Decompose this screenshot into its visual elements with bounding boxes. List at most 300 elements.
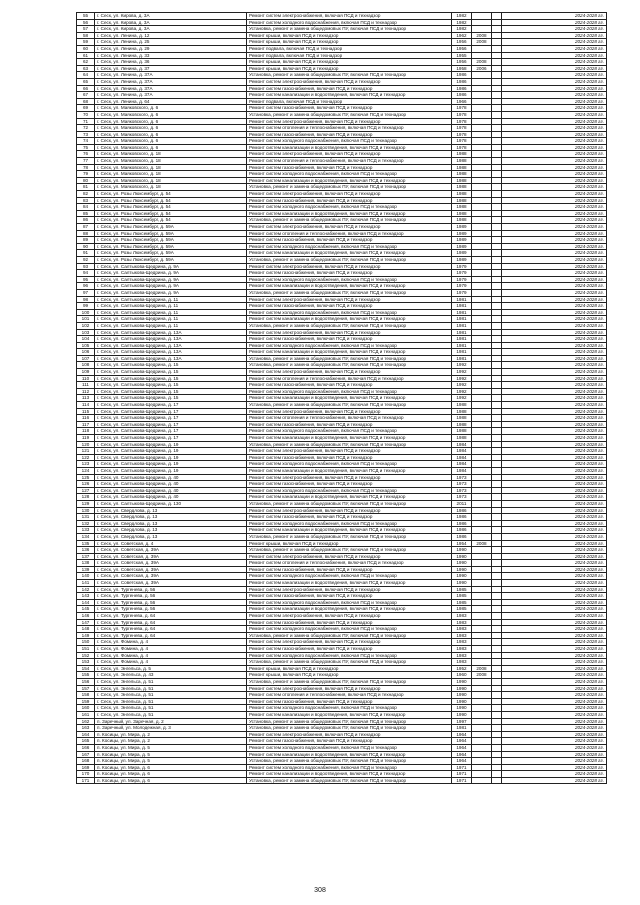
address-cell: г. Сеск, ул. Маяковского, д. 18 bbox=[95, 184, 247, 191]
commission-year-cell: 1985 bbox=[452, 606, 472, 613]
empty-cell bbox=[492, 250, 502, 257]
work-type-cell: Установка, ремонт и замена общедомовых ПУ, включая ПСД и технадзор bbox=[247, 184, 452, 191]
table-row bbox=[77, 613, 607, 620]
table-row bbox=[77, 85, 607, 92]
last-repair-year-cell bbox=[472, 243, 492, 250]
last-repair-year-cell bbox=[472, 758, 492, 765]
row-number: 113 bbox=[77, 395, 95, 402]
last-repair-year-cell bbox=[472, 705, 492, 712]
planned-period-cell: 2024-2028 гг. bbox=[502, 329, 607, 336]
address-cell: г. Сеск, ул. Тургенева, д. 64 bbox=[95, 626, 247, 633]
work-type-cell: Ремонт систем канализации и водоотведения, включая ПСД и технадзор bbox=[247, 527, 452, 534]
table-row bbox=[77, 369, 607, 376]
table-row bbox=[77, 533, 607, 540]
empty-cell bbox=[492, 26, 502, 33]
address-cell: г. Сеск, ул. Ленина, д. 37А bbox=[95, 85, 247, 92]
last-repair-year-cell bbox=[472, 619, 492, 626]
planned-period-cell: 2024-2028 гг. bbox=[502, 520, 607, 527]
table-row bbox=[77, 646, 607, 653]
empty-cell bbox=[492, 177, 502, 184]
table-row bbox=[77, 289, 607, 296]
last-repair-year-cell bbox=[472, 388, 492, 395]
work-type-cell: Ремонт систем отопления и теплоснабжения, включая ПСД и технадзор bbox=[247, 230, 452, 237]
work-type-cell: Ремонт систем канализации и водоотведения, включая ПСД и технадзор bbox=[247, 711, 452, 718]
planned-period-cell: 2024-2028 гг. bbox=[502, 369, 607, 376]
row-number: 105 bbox=[77, 342, 95, 349]
commission-year-cell: 1981 bbox=[452, 316, 472, 323]
table-row bbox=[77, 474, 607, 481]
planned-period-cell: 2024-2028 гг. bbox=[502, 309, 607, 316]
empty-cell bbox=[492, 210, 502, 217]
empty-cell bbox=[492, 474, 502, 481]
address-cell: г. Сеск, ул. Розы Люксембург, д. 59А bbox=[95, 237, 247, 244]
table-row bbox=[77, 553, 607, 560]
commission-year-cell: 1979 bbox=[452, 270, 472, 277]
empty-cell bbox=[492, 428, 502, 435]
row-number: 126 bbox=[77, 481, 95, 488]
table-row bbox=[77, 441, 607, 448]
last-repair-year-cell bbox=[472, 230, 492, 237]
planned-period-cell: 2024-2028 гг. bbox=[502, 461, 607, 468]
address-cell: г. Сеск, ул. Салтыкова-Щедрина, д. 19 bbox=[95, 461, 247, 468]
address-cell: г. Сеск, ул. Кирова, д. 3А bbox=[95, 26, 247, 33]
address-cell: п. Заречный, ул. Заречная, д. 2 bbox=[95, 718, 247, 725]
commission-year-cell: 1956 bbox=[452, 39, 472, 46]
address-cell: п. Косицы, ул. Мира, д. 2 bbox=[95, 731, 247, 738]
work-type-cell: Ремонт систем электроснабжения, включая ПСД и технадзор bbox=[247, 685, 452, 692]
work-type-cell: Ремонт систем газоснабжения, включая ПСД и технадзор bbox=[247, 105, 452, 112]
commission-year-cell: 1989 bbox=[452, 224, 472, 231]
table-body bbox=[77, 13, 607, 784]
address-cell: г. Сеск, ул. Салтыкова-Щедрина, д. 13А bbox=[95, 329, 247, 336]
work-type-cell: Ремонт систем газоснабжения, включая ПСД и технадзор bbox=[247, 336, 452, 343]
last-repair-year-cell bbox=[472, 527, 492, 534]
last-repair-year-cell bbox=[472, 698, 492, 705]
planned-period-cell: 2024-2028 гг. bbox=[502, 540, 607, 547]
planned-period-cell: 2024-2028 гг. bbox=[502, 171, 607, 178]
row-number: 55 bbox=[77, 13, 95, 20]
work-type-cell: Ремонт систем канализации и водоотведения, включая ПСД и технадзор bbox=[247, 283, 452, 290]
commission-year-cell: 1988 bbox=[452, 210, 472, 217]
commission-year-cell: 1978 bbox=[452, 111, 472, 118]
commission-year-cell: 1988 bbox=[452, 408, 472, 415]
work-type-cell: Ремонт систем канализации и водоотведения, включая ПСД и технадзор bbox=[247, 250, 452, 257]
work-type-cell: Ремонт систем холодного водоснабжения, включая ПСД и технадзор bbox=[247, 204, 452, 211]
address-cell: г. Сеск, ул. Салтыкова-Щедрина, д. 11 bbox=[95, 316, 247, 323]
commission-year-cell: 1979 bbox=[452, 276, 472, 283]
table-row bbox=[77, 158, 607, 165]
last-repair-year-cell bbox=[472, 402, 492, 409]
commission-year-cell: 1964 bbox=[452, 738, 472, 745]
table-row bbox=[77, 751, 607, 758]
table-row bbox=[77, 92, 607, 99]
address-cell: г. Сеск, ул. Маяковского, д. 6 bbox=[95, 111, 247, 118]
planned-period-cell: 2024-2028 гг. bbox=[502, 243, 607, 250]
address-cell: г. Сеск, ул. Советская, д. 39А bbox=[95, 560, 247, 567]
address-cell: г. Сеск, ул. Свердлова, д. 13 bbox=[95, 514, 247, 521]
last-repair-year-cell bbox=[472, 85, 492, 92]
table-row bbox=[77, 164, 607, 171]
row-number: 71 bbox=[77, 118, 95, 125]
table-row bbox=[77, 514, 607, 521]
commission-year-cell: 1978 bbox=[452, 118, 472, 125]
last-repair-year-cell bbox=[472, 309, 492, 316]
work-type-cell: Ремонт подвала, включая ПСД и технадзор bbox=[247, 98, 452, 105]
commission-year-cell: 1984 bbox=[452, 461, 472, 468]
last-repair-year-cell bbox=[472, 613, 492, 620]
work-type-cell: Ремонт систем газоснабжения, включая ПСД и технадзор bbox=[247, 698, 452, 705]
table-row bbox=[77, 151, 607, 158]
empty-cell bbox=[492, 646, 502, 653]
table-row bbox=[77, 415, 607, 422]
empty-cell bbox=[492, 131, 502, 138]
table-row bbox=[77, 349, 607, 356]
empty-cell bbox=[492, 52, 502, 59]
last-repair-year-cell bbox=[472, 52, 492, 59]
address-cell: г. Сеск, ул. Салтыкова-Щедрина, д. 9А bbox=[95, 289, 247, 296]
planned-period-cell: 2024-2028 гг. bbox=[502, 402, 607, 409]
table-row bbox=[77, 467, 607, 474]
address-cell: г. Сеск, ул. Кирова, д. 3А bbox=[95, 19, 247, 26]
work-type-cell: Ремонт систем холодного водоснабжения, включая ПСД и технадзор bbox=[247, 652, 452, 659]
last-repair-year-cell bbox=[472, 494, 492, 501]
address-cell: г. Сеск, ул. Кирова, д. 3А bbox=[95, 13, 247, 20]
table-row bbox=[77, 65, 607, 72]
work-type-cell: Установка, ремонт и замена общедомовых ПУ, включая ПСД и технадзор bbox=[247, 217, 452, 224]
table-row bbox=[77, 52, 607, 59]
planned-period-cell: 2024-2028 гг. bbox=[502, 263, 607, 270]
empty-cell bbox=[492, 494, 502, 501]
work-type-cell: Ремонт систем газоснабжения, включая ПСД и технадзор bbox=[247, 646, 452, 653]
last-repair-year-cell bbox=[472, 461, 492, 468]
work-type-cell: Ремонт систем холодного водоснабжения, включая ПСД и технадзор bbox=[247, 626, 452, 633]
work-type-cell: Ремонт крыши, включая ПСД и технадзор bbox=[247, 39, 452, 46]
table-row bbox=[77, 39, 607, 46]
commission-year-cell: 1988 bbox=[452, 197, 472, 204]
address-cell: г. Сеск, ул. Ленина, д. 12 bbox=[95, 32, 247, 39]
row-number: 168 bbox=[77, 758, 95, 765]
table-row bbox=[77, 243, 607, 250]
empty-cell bbox=[492, 573, 502, 580]
address-cell: г. Сеск, ул. Салтыкова-Щедрина, д. 9А bbox=[95, 263, 247, 270]
work-type-cell: Ремонт систем канализации и водоотведения, включая ПСД и технадзор bbox=[247, 467, 452, 474]
commission-year-cell: 1984 bbox=[452, 467, 472, 474]
empty-cell bbox=[492, 230, 502, 237]
commission-year-cell: 1988 bbox=[452, 204, 472, 211]
empty-cell bbox=[492, 619, 502, 626]
table-row bbox=[77, 263, 607, 270]
table-row bbox=[77, 45, 607, 52]
row-number: 104 bbox=[77, 336, 95, 343]
row-number: 101 bbox=[77, 316, 95, 323]
table-row bbox=[77, 32, 607, 39]
row-number: 132 bbox=[77, 520, 95, 527]
address-cell: г. Сеск, ул. Розы Люксембург, д. 59А bbox=[95, 224, 247, 231]
address-cell: г. Сеск, ул. Ленина, д. 25 bbox=[95, 39, 247, 46]
planned-period-cell: 2024-2028 гг. bbox=[502, 52, 607, 59]
planned-period-cell: 2024-2028 гг. bbox=[502, 527, 607, 534]
address-cell: г. Сеск, ул. Розы Люксембург, д. 59А bbox=[95, 250, 247, 257]
commission-year-cell: 1988 bbox=[452, 191, 472, 198]
last-repair-year-cell bbox=[472, 204, 492, 211]
planned-period-cell: 2024-2028 гг. bbox=[502, 217, 607, 224]
empty-cell bbox=[492, 771, 502, 778]
last-repair-year-cell bbox=[472, 659, 492, 666]
table-row bbox=[77, 678, 607, 685]
planned-period-cell: 2024-2028 гг. bbox=[502, 230, 607, 237]
empty-cell bbox=[492, 711, 502, 718]
empty-cell bbox=[492, 59, 502, 66]
empty-cell bbox=[492, 560, 502, 567]
empty-cell bbox=[492, 65, 502, 72]
last-repair-year-cell bbox=[472, 210, 492, 217]
empty-cell bbox=[492, 158, 502, 165]
empty-cell bbox=[492, 553, 502, 560]
work-type-cell: Ремонт систем канализации и водоотведения, включая ПСД и технадзор bbox=[247, 606, 452, 613]
planned-period-cell: 2024-2028 гг. bbox=[502, 731, 607, 738]
work-type-cell: Ремонт систем холодного водоснабжения, включая ПСД и технадзор bbox=[247, 171, 452, 178]
row-number: 119 bbox=[77, 435, 95, 442]
planned-period-cell: 2024-2028 гг. bbox=[502, 606, 607, 613]
last-repair-year-cell: 2006 bbox=[472, 65, 492, 72]
address-cell: г. Сеск, ул. Ленина, д. 36 bbox=[95, 59, 247, 66]
table-row bbox=[77, 13, 607, 20]
empty-cell bbox=[492, 184, 502, 191]
planned-period-cell: 2024-2028 гг. bbox=[502, 639, 607, 646]
address-cell: г. Сеск, ул. Салтыкова-Щедрина, д. 17 bbox=[95, 408, 247, 415]
address-cell: г. Сеск, ул. Ленина, д. 37 bbox=[95, 65, 247, 72]
planned-period-cell: 2024-2028 гг. bbox=[502, 507, 607, 514]
row-number: 114 bbox=[77, 402, 95, 409]
commission-year-cell: 1986 bbox=[452, 78, 472, 85]
last-repair-year-cell bbox=[472, 474, 492, 481]
row-number: 100 bbox=[77, 309, 95, 316]
row-number: 89 bbox=[77, 237, 95, 244]
planned-period-cell: 2024-2028 гг. bbox=[502, 19, 607, 26]
row-number: 118 bbox=[77, 428, 95, 435]
row-number: 107 bbox=[77, 355, 95, 362]
table-row bbox=[77, 322, 607, 329]
work-type-cell: Ремонт крыши, включая ПСД и технадзор bbox=[247, 32, 452, 39]
planned-period-cell: 2024-2028 гг. bbox=[502, 441, 607, 448]
commission-year-cell: 1988 bbox=[452, 428, 472, 435]
last-repair-year-cell bbox=[472, 632, 492, 639]
work-type-cell: Ремонт систем газоснабжения, включая ПСД и технадзор bbox=[247, 566, 452, 573]
last-repair-year-cell bbox=[472, 599, 492, 606]
empty-cell bbox=[492, 408, 502, 415]
row-number: 112 bbox=[77, 388, 95, 395]
table-row bbox=[77, 296, 607, 303]
table-row bbox=[77, 283, 607, 290]
table-row bbox=[77, 355, 607, 362]
planned-period-cell: 2024-2028 гг. bbox=[502, 45, 607, 52]
planned-period-cell: 2024-2028 гг. bbox=[502, 118, 607, 125]
commission-year-cell: 1981 bbox=[452, 336, 472, 343]
planned-period-cell: 2024-2028 гг. bbox=[502, 758, 607, 765]
empty-cell bbox=[492, 738, 502, 745]
row-number: 80 bbox=[77, 177, 95, 184]
work-type-cell: Установка, ремонт и замена общедомовых ПУ, включая ПСД и технадзор bbox=[247, 500, 452, 507]
address-cell: г. Сеск, ул. Салтыкова-Щедрина, д. 17 bbox=[95, 435, 247, 442]
last-repair-year-cell bbox=[472, 303, 492, 310]
work-type-cell: Установка, ремонт и замена общедомовых ПУ, включая ПСД и технадзор bbox=[247, 362, 452, 369]
table-row bbox=[77, 448, 607, 455]
planned-period-cell: 2024-2028 гг. bbox=[502, 191, 607, 198]
address-cell: г. Сеск, ул. Салтыкова-Щедрина, д. 40 bbox=[95, 487, 247, 494]
commission-year-cell: 1956 bbox=[452, 45, 472, 52]
empty-cell bbox=[492, 243, 502, 250]
work-type-cell: Ремонт систем холодного водоснабжения, включая ПСД и технадзор bbox=[247, 342, 452, 349]
planned-period-cell: 2024-2028 гг. bbox=[502, 744, 607, 751]
last-repair-year-cell: 2008 bbox=[472, 665, 492, 672]
work-type-cell: Ремонт систем электроснабжения, включая ПСД и технадзор bbox=[247, 263, 452, 270]
empty-cell bbox=[492, 481, 502, 488]
table-row bbox=[77, 725, 607, 732]
work-type-cell: Ремонт систем холодного водоснабжения, включая ПСД и технадзор bbox=[247, 744, 452, 751]
work-type-cell: Ремонт систем газоснабжения, включая ПСД и технадзор bbox=[247, 197, 452, 204]
address-cell: г. Сеск, ул. Салтыкова-Щедрина, д. 17 bbox=[95, 421, 247, 428]
table-row bbox=[77, 197, 607, 204]
empty-cell bbox=[492, 39, 502, 46]
address-cell: г. Сеск, ул. Розы Люксембург, д. 54 bbox=[95, 191, 247, 198]
table-row bbox=[77, 395, 607, 402]
row-number: 82 bbox=[77, 191, 95, 198]
row-number: 124 bbox=[77, 467, 95, 474]
empty-cell bbox=[492, 461, 502, 468]
row-number: 79 bbox=[77, 171, 95, 178]
work-type-cell: Ремонт систем электроснабжения, включая ПСД и технадзор bbox=[247, 731, 452, 738]
row-number: 68 bbox=[77, 98, 95, 105]
empty-cell bbox=[492, 751, 502, 758]
row-number: 158 bbox=[77, 692, 95, 699]
address-cell: г. Сеск, ул. Фомина, д. 4 bbox=[95, 659, 247, 666]
empty-cell bbox=[492, 329, 502, 336]
table-row bbox=[77, 329, 607, 336]
last-repair-year-cell: 2008 bbox=[472, 540, 492, 547]
address-cell: г. Сеск, ул. Фомина, д. 4 bbox=[95, 639, 247, 646]
work-type-cell: Ремонт систем электроснабжения, включая ПСД и технадзор bbox=[247, 329, 452, 336]
row-number: 98 bbox=[77, 296, 95, 303]
address-cell: г. Сеск, ул. Тургенева, д. 64 bbox=[95, 632, 247, 639]
last-repair-year-cell bbox=[472, 725, 492, 732]
commission-year-cell: 1988 bbox=[452, 421, 472, 428]
address-cell: г. Сеск, ул. Советская, д. 39А bbox=[95, 553, 247, 560]
row-number: 125 bbox=[77, 474, 95, 481]
address-cell: г. Сеск, ул. Салтыкова-Щедрина, д. 13А bbox=[95, 355, 247, 362]
work-type-cell: Ремонт систем газоснабжения, включая ПСД и технадзор bbox=[247, 738, 452, 745]
row-number: 147 bbox=[77, 619, 95, 626]
planned-period-cell: 2024-2028 гг. bbox=[502, 26, 607, 33]
address-cell: г. Сеск, ул. Салтыкова-Щедрина, д. 130 bbox=[95, 500, 247, 507]
commission-year-cell: 1984 bbox=[452, 441, 472, 448]
empty-cell bbox=[492, 718, 502, 725]
empty-cell bbox=[492, 125, 502, 132]
planned-period-cell: 2024-2028 гг. bbox=[502, 322, 607, 329]
work-type-cell: Ремонт систем канализации и водоотведения, включая ПСД и технадзор bbox=[247, 751, 452, 758]
table-row bbox=[77, 118, 607, 125]
last-repair-year-cell bbox=[472, 626, 492, 633]
table-row bbox=[77, 388, 607, 395]
address-cell: г. Сеск, ул. Маяковского, д. 6 bbox=[95, 138, 247, 145]
table-row bbox=[77, 237, 607, 244]
table-row bbox=[77, 692, 607, 699]
address-cell: г. Сеск, ул. Маяковского, д. 6 bbox=[95, 131, 247, 138]
planned-period-cell: 2024-2028 гг. bbox=[502, 560, 607, 567]
planned-period-cell: 2024-2028 гг. bbox=[502, 553, 607, 560]
empty-cell bbox=[492, 639, 502, 646]
last-repair-year-cell bbox=[472, 639, 492, 646]
planned-period-cell: 2024-2028 гг. bbox=[502, 164, 607, 171]
commission-year-cell: 1989 bbox=[452, 243, 472, 250]
last-repair-year-cell bbox=[472, 771, 492, 778]
planned-period-cell: 2024-2028 гг. bbox=[502, 237, 607, 244]
planned-period-cell: 2024-2028 гг. bbox=[502, 619, 607, 626]
row-number: 127 bbox=[77, 487, 95, 494]
work-type-cell: Ремонт систем электроснабжения, включая ПСД и технадзор bbox=[247, 639, 452, 646]
planned-period-cell: 2024-2028 гг. bbox=[502, 13, 607, 20]
commission-year-cell: 1981 bbox=[452, 349, 472, 356]
last-repair-year-cell bbox=[472, 448, 492, 455]
work-type-cell: Установка, ремонт и замена общедомовых ПУ, включая ПСД и технадзор bbox=[247, 718, 452, 725]
work-type-cell: Ремонт систем газоснабжения, включая ПСД и технадзор bbox=[247, 164, 452, 171]
planned-period-cell: 2024-2028 гг. bbox=[502, 599, 607, 606]
address-cell: г. Сеск, ул. Розы Люксембург, д. 54 bbox=[95, 197, 247, 204]
table-row bbox=[77, 527, 607, 534]
commission-year-cell: 1964 bbox=[452, 731, 472, 738]
work-type-cell: Установка, ремонт и замена общедомовых ПУ, включая ПСД и технадзор bbox=[247, 547, 452, 554]
empty-cell bbox=[492, 659, 502, 666]
commission-year-cell: 1992 bbox=[452, 369, 472, 376]
address-cell: г. Сеск, ул. Салтыкова-Щедрина, д. 11 bbox=[95, 322, 247, 329]
empty-cell bbox=[492, 151, 502, 158]
last-repair-year-cell bbox=[472, 158, 492, 165]
address-cell: г. Сеск, ул. Советская, д. 4 bbox=[95, 540, 247, 547]
last-repair-year-cell bbox=[472, 415, 492, 422]
row-number: 97 bbox=[77, 289, 95, 296]
last-repair-year-cell bbox=[472, 276, 492, 283]
empty-cell bbox=[492, 78, 502, 85]
table-row bbox=[77, 520, 607, 527]
address-cell: г. Сеск, ул. Салтыкова-Щедрина, д. 9А bbox=[95, 276, 247, 283]
row-number: 163 bbox=[77, 725, 95, 732]
planned-period-cell: 2024-2028 гг. bbox=[502, 32, 607, 39]
work-type-cell: Ремонт систем газоснабжения, включая ПСД и технадзор bbox=[247, 481, 452, 488]
address-cell: г. Сеск, ул. Салтыкова-Щедрина, д. 15 bbox=[95, 369, 247, 376]
last-repair-year-cell bbox=[472, 151, 492, 158]
planned-period-cell: 2024-2028 гг. bbox=[502, 514, 607, 521]
empty-cell bbox=[492, 197, 502, 204]
row-number: 154 bbox=[77, 665, 95, 672]
empty-cell bbox=[492, 731, 502, 738]
row-number: 77 bbox=[77, 158, 95, 165]
row-number: 159 bbox=[77, 698, 95, 705]
commission-year-cell: 1988 bbox=[452, 435, 472, 442]
address-cell: г. Сеск, ул. Советская, д. 39А bbox=[95, 580, 247, 587]
commission-year-cell: 1986 bbox=[452, 520, 472, 527]
commission-year-cell: 1979 bbox=[452, 283, 472, 290]
work-type-cell: Ремонт систем электроснабжения, включая ПСД и технадзор bbox=[247, 369, 452, 376]
address-cell: г. Сеск, ул. Розы Люксембург, д. 54 bbox=[95, 217, 247, 224]
work-type-cell: Ремонт систем отопления и теплоснабжения, включая ПСД и технадзор bbox=[247, 158, 452, 165]
empty-cell bbox=[492, 296, 502, 303]
planned-period-cell: 2024-2028 гг. bbox=[502, 197, 607, 204]
empty-cell bbox=[492, 111, 502, 118]
row-number: 67 bbox=[77, 92, 95, 99]
table-row bbox=[77, 639, 607, 646]
commission-year-cell: 1964 bbox=[452, 758, 472, 765]
commission-year-cell: 1990 bbox=[452, 547, 472, 554]
planned-period-cell: 2024-2028 гг. bbox=[502, 448, 607, 455]
